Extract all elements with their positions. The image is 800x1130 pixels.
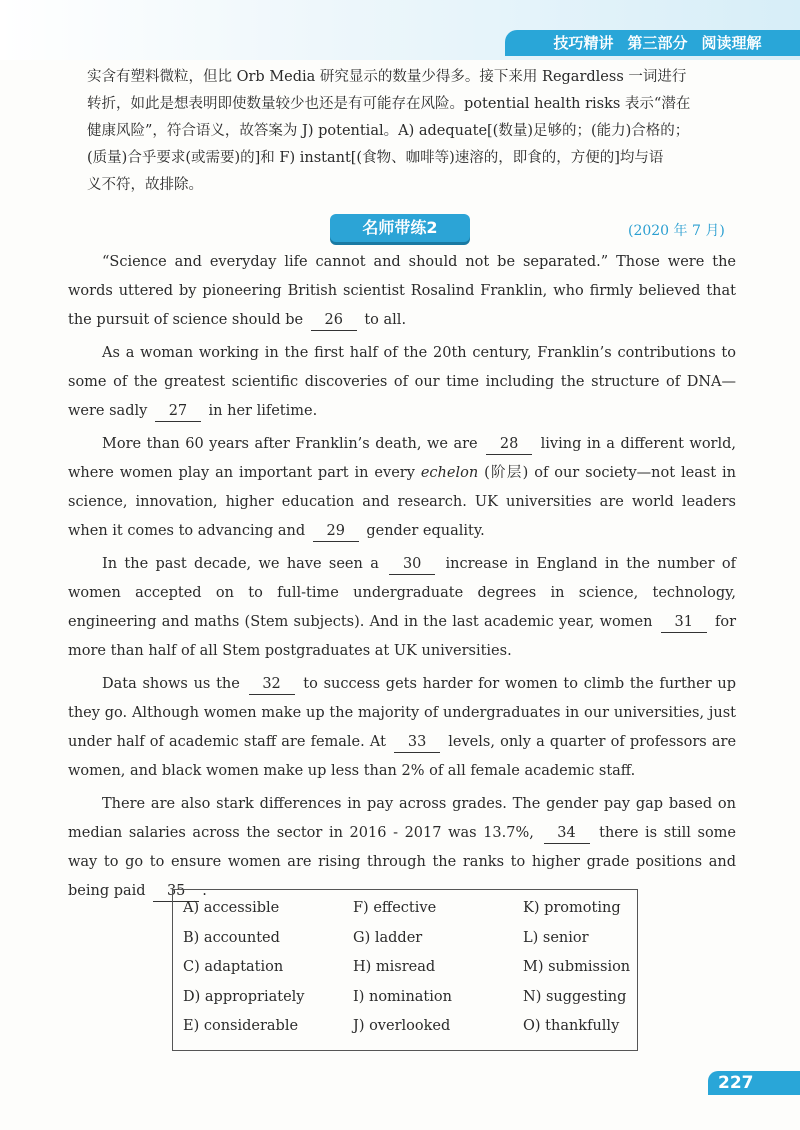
blank-32[interactable]: 32 [249, 674, 295, 695]
page-number: 227 [708, 1071, 800, 1095]
blank-33[interactable]: 33 [394, 732, 440, 753]
blank-26[interactable]: 26 [311, 310, 357, 331]
option-item[interactable]: M) submission [523, 959, 631, 975]
option-item[interactable]: I) nomination [353, 988, 452, 1005]
header-section-2: 第三部分 [627, 34, 688, 52]
answer-explanation [87, 64, 737, 199]
option-item[interactable]: A) accessible [183, 900, 280, 916]
blank-35[interactable]: 35 [153, 881, 199, 902]
section-header-tab [505, 30, 800, 56]
explanation-line: 转折，如此是想表明即使数量较少也还是有可能存在风险。potential health risks 表示“潜在 [87, 96, 691, 112]
blank-34[interactable]: 34 [544, 823, 590, 844]
passage-paragraph-1: “Science and everyday life cannot and should not be separated.” Those were the words uttered by pioneering British scientist Rosalind Franklin, who firmly believed that the pursuit of science should be 26 to all. [68, 248, 736, 335]
explanation-line: 实含有塑料微粒，但比 Orb Media 研究显示的数量少得多。接下来用 Regardless 一词进行 [87, 69, 687, 85]
option-item[interactable]: J) overlooked [353, 1018, 451, 1034]
blank-27[interactable]: 27 [155, 401, 201, 422]
reading-passage [68, 248, 736, 910]
option-item[interactable]: N) suggesting [523, 988, 627, 1005]
header-section-3: 阅读理解 [701, 34, 762, 52]
italic-term: echelon [420, 465, 479, 481]
header-section-1: 技巧精讲 [553, 34, 614, 52]
passage-paragraph-4: In the past decade, we have seen a 30 increase in England in the number of women accepted on to full-time undergraduate degrees in science, technology, engineering and maths (Stem subjects). And in the last academic year, women 31 for more than half of all Stem postgraduates at UK universities. [68, 556, 737, 659]
blank-28[interactable]: 28 [486, 434, 532, 455]
option-item[interactable]: D) appropriately [183, 988, 305, 1005]
practice-banner: 名师带练2 [330, 214, 470, 242]
passage-paragraph-2: As a woman working in the first half of the 20th century, Franklin’s contributions to some of the greatest scientific discoveries of our time including the structure of DNA—were sadly 27 in her lifetime. [68, 339, 736, 426]
option-item[interactable]: H) misread [353, 959, 436, 975]
blank-31[interactable]: 31 [661, 612, 707, 633]
passage-paragraph-5: Data shows us the 32 to success gets harder for women to climb the further up they go. Although women make up the majority of undergraduates in our universities, just under half of academic staff are female. At 33 levels, only a quarter of professors are women, and black women make up less than 2% of all female academic staff. [68, 676, 737, 779]
explanation-line: (质量)合乎要求(或需要)的]和 F) instant[(食物、咖啡等)速溶的，即食的，方便的]均与语 [87, 150, 664, 166]
option-item[interactable]: E) considerable [183, 1018, 299, 1034]
option-item[interactable]: F) effective [353, 900, 437, 916]
word-bank [172, 889, 638, 1051]
blank-30[interactable]: 30 [389, 554, 435, 575]
option-item[interactable]: L) senior [523, 929, 589, 946]
passage-paragraph-6: There are also stark differences in pay across grades. The gender pay gap based on median salaries across the sector in 2016 - 2017 was 13.7%, 34 there is still some way to go to ensure women are rising through the ranks to higher grade positions and being paid 35 . [68, 790, 736, 906]
option-item[interactable]: K) promoting [523, 900, 621, 916]
option-item[interactable]: B) accounted [183, 929, 280, 946]
exam-date: (2020 年 7 月) [628, 223, 725, 239]
option-item[interactable]: G) ladder [353, 929, 423, 946]
explanation-line: 义不符，故排除。 [87, 177, 203, 193]
explanation-line: 健康风险”，符合语义，故答案为 J) potential。A) adequate[(数量)足够的；(能力)合格的； [87, 123, 690, 139]
option-item[interactable]: O) thankfully [523, 1018, 620, 1034]
passage-paragraph-3: More than 60 years after Franklin’s death, we are 28 living in a different world, where women play an important part in every echelon (阶层) of our society—not least in science, innovation, higher education and research. UK universities are world leaders when it comes to advancing and 29 gender equality. [68, 430, 736, 546]
blank-29[interactable]: 29 [313, 521, 359, 542]
option-item[interactable]: C) adaptation [183, 959, 284, 975]
